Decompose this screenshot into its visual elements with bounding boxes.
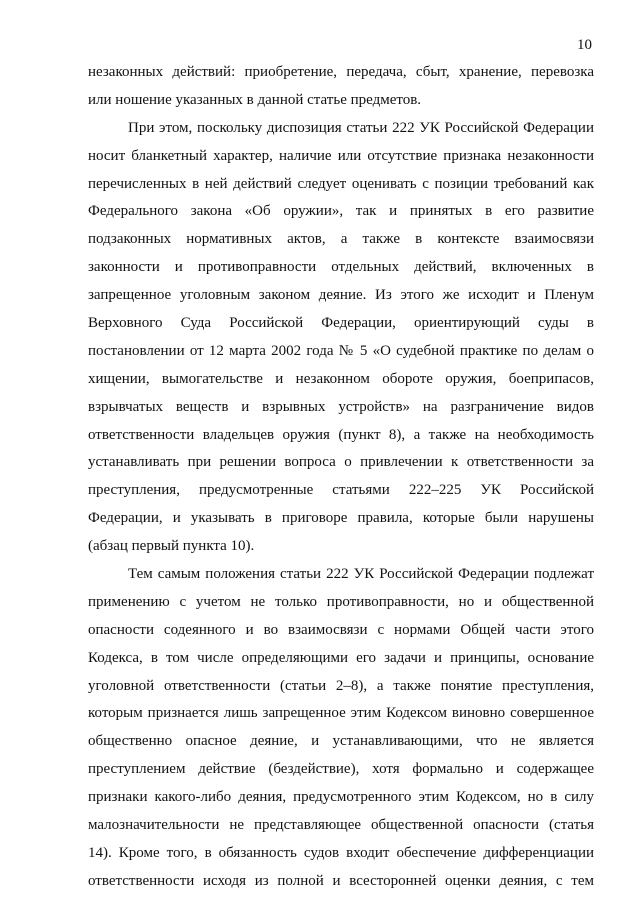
text-line: подзаконных нормативных актов, а также в контексте взаимосвязи [88, 231, 594, 248]
text-line: которым признается лишь запрещенное этим Кодексом виновно совершенное [88, 705, 594, 722]
text-line: или ношение указанных в данной статье предметов. [88, 91, 422, 108]
text-line: запрещенное уголовным законом деяние. Из этого же исходит и Пленум [88, 287, 594, 304]
text-line: взрывчатых веществ и взрывных устройств» на разграничение видов [88, 398, 594, 415]
page-number: 10 [577, 37, 592, 53]
text-line: При этом, поскольку диспозиция статьи 222 УК Российской Федерации [128, 119, 594, 136]
text-line: носит бланкетный характер, наличие или отсутствие признака незаконности [88, 147, 594, 164]
text-line: преступлением действие (бездействие), хотя формально и содержащее [88, 761, 594, 778]
text-line: малозначительности не представляющее общественной опасности (статья [88, 817, 594, 834]
text-line: преступления, предусмотренные статьями 222–225 УК Российской [88, 482, 594, 499]
text-line: опасности содеянного и во взаимосвязи с нормами Общей части этого [88, 621, 594, 638]
text-line: законности и противоправности отдельных действий, включенных в [88, 259, 594, 276]
text-line: 14). Кроме того, в обязанность судов входит обеспечение дифференциации [88, 844, 594, 861]
text-line: хищении, вымогательстве и незаконном обороте оружия, боеприпасов, [88, 370, 594, 387]
document-body [88, 59, 594, 896]
text-line: Федерации, и указывать в приговоре правила, которые были нарушены [88, 510, 594, 527]
text-line: Тем самым положения статьи 222 УК Российской Федерации подлежат [128, 566, 594, 583]
text-line: устанавливать при решении вопроса о привлечении к ответственности за [88, 454, 594, 471]
text-line: (абзац первый пункта 10). [88, 538, 255, 555]
text-line: Верховного Суда Российской Федерации, ориентирующий суды в [88, 315, 594, 332]
text-line: признаки какого-либо деяния, предусмотренного этим Кодексом, но в силу [88, 789, 594, 806]
text-line: незаконных действий: приобретение, передача, сбыт, хранение, перевозка [88, 64, 594, 80]
text-line: постановлении от 12 марта 2002 года № 5 «О судебной практике по делам о [88, 342, 594, 359]
text-line: общественно опасное деяние, и устанавливающими, что не является [88, 733, 594, 750]
text-line: ответственности владельцев оружия (пункт 8), а также на необходимость [88, 426, 594, 443]
text-line: уголовной ответственности (статьи 2–8), а также понятие преступления, [88, 677, 594, 694]
text-line: Кодекса, в том числе определяющими его задачи и принципы, основание [88, 649, 594, 666]
text-line: Федерального закона «Об оружии», так и принятых в его развитие [88, 203, 594, 220]
text-line: применению с учетом не только противоправности, но и общественной [88, 593, 594, 610]
text-line: перечисленных в ней действий следует оценивать с позиции требований как [88, 175, 594, 192]
text-line: ответственности исходя из полной и всесторонней оценки деяния, с тем [88, 872, 594, 889]
